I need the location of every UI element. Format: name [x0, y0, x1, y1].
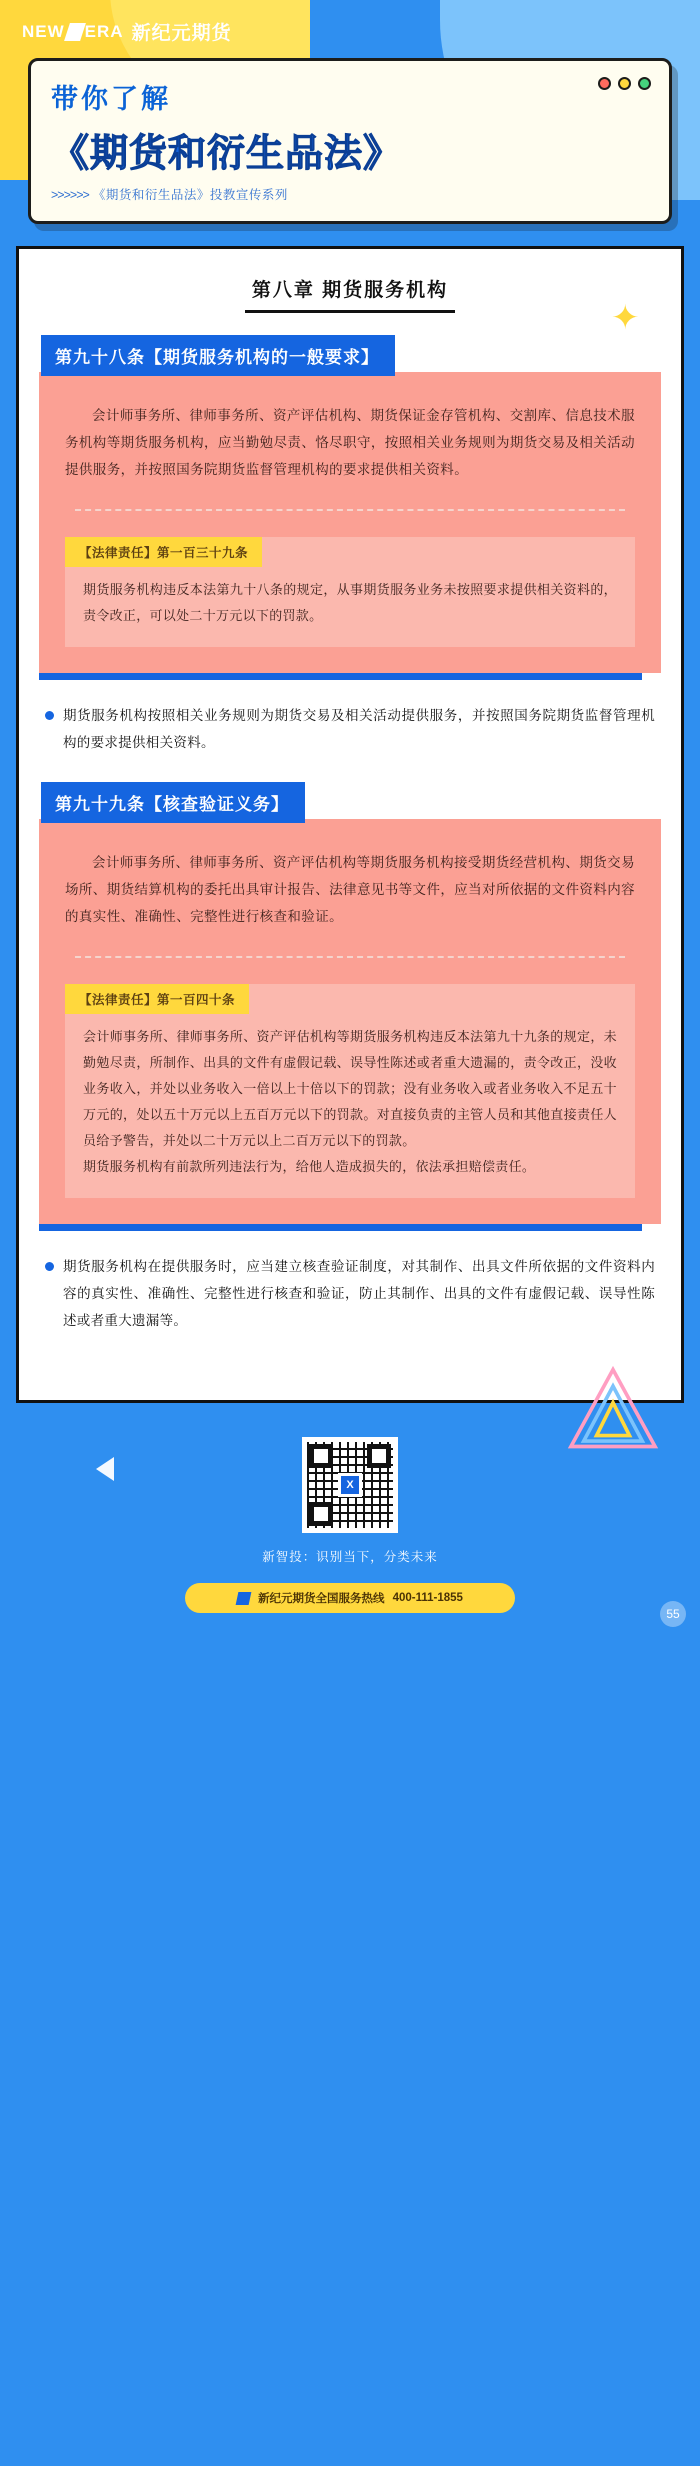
window-dots — [598, 77, 651, 90]
liability-body — [65, 1024, 635, 1180]
article-bottom-bar — [39, 1224, 642, 1231]
article-text: 会计师事务所、律师事务所、资产评估机构等期货服务机构接受期货经营机构、期货交易场所、期货结算机构的委托出具审计报告、法律意见书等文件，应当对所依据的文件资料内容的真实性、准确性、完整性进行核查和验证。 — [65, 855, 635, 924]
article-bottom-bar — [39, 673, 642, 680]
hotline-number: 400-111-1855 — [392, 1592, 463, 1604]
liability-text: 期货服务机构违反本法第九十八条的规定，从事期货服务业务未按照要求提供相关资料的，责令改正，可以处二十万元以下的罚款。 — [83, 582, 617, 623]
chevron-right-icon: >>>>>> — [51, 188, 89, 202]
chapter-title: 第八章 期货服务机构 — [251, 280, 449, 301]
play-triangle-icon — [96, 1457, 114, 1481]
liability-text: 会计师事务所、律师事务所、资产评估机构等期货服务机构违反本法第九十九条的规定，未勤勉尽责，所制作、出具的文件有虚假记载、误导性陈述或者重大遗漏的，责令改正，没收业务收入，并处以业务收入一倍以上十倍以下的罚款；没有业务收入或者业务收入不足五十万元的，处以五十万元以上五百万元以下的罚款。对直接负责的主管人员和其他直接责任人员给予警告，并处以二十万元以上二百万元以下的罚款。 — [83, 1029, 617, 1148]
dot-yellow-icon — [618, 77, 631, 90]
bullet-icon — [45, 1262, 54, 1271]
title-line-1: 带你了解 — [51, 84, 171, 114]
divider — [75, 956, 625, 958]
liability-label: 【法律责任】第一百四十条 — [65, 984, 249, 1014]
title-card — [28, 58, 672, 224]
qr-eye-top-right — [367, 1444, 391, 1468]
dot-red-icon — [598, 77, 611, 90]
qr-center-logo — [338, 1473, 362, 1497]
footer — [0, 1403, 700, 1639]
page-number: 55 — [660, 1601, 686, 1627]
liability-text-2: 期货服务机构有前款所列违法行为，给他人造成损失的，依法承担赔偿责任。 — [83, 1159, 536, 1174]
sparkle-icon: ✦ — [611, 299, 640, 337]
divider — [75, 509, 625, 511]
title-line-2: 《期货和衍生品法》 — [51, 133, 403, 175]
logo-text-right: ERA — [84, 21, 124, 41]
liability-body — [65, 577, 635, 629]
logo-chinese-name: 新纪元期货 — [131, 23, 232, 44]
liability-box — [65, 984, 635, 1198]
article-body — [39, 819, 661, 1224]
logo-mark — [22, 22, 124, 42]
article-body — [39, 372, 661, 673]
note-text: 期货服务机构在提供服务时，应当建立核查验证制度，对其制作、出具文件所依据的文件资料内容的真实性、准确性、完整性进行核查和验证，防止其制作、出具的文件有虚假记载、误导性陈述或者重大遗漏等。 — [63, 1259, 655, 1328]
bullet-icon — [45, 711, 54, 720]
liability-label: 【法律责任】第一百三十九条 — [65, 537, 262, 567]
qr-eye-top-left — [309, 1444, 333, 1468]
note-98 — [45, 702, 655, 756]
hotline-label: 新纪元期货全国服务热线 — [258, 1593, 385, 1605]
title-subtitle-text: 《期货和衍生品法》投教宣传系列 — [92, 188, 288, 202]
article-heading: 第九十八条【期货服务机构的一般要求】 — [41, 335, 395, 376]
article-block-98 — [39, 335, 661, 680]
title-subtitle — [51, 185, 649, 203]
hotline-bar[interactable] — [185, 1583, 515, 1613]
note-text: 期货服务机构按照相关业务规则为期货交易及相关活动提供服务，并按照国务院期货监督管理机构的要求提供相关资料。 — [63, 708, 655, 750]
hotline-icon — [236, 1592, 252, 1605]
article-heading: 第九十九条【核查验证义务】 — [41, 782, 305, 823]
dot-green-icon — [638, 77, 651, 90]
footer-slogan: 新智投：识别当下，分类未来 — [262, 1550, 438, 1564]
note-99 — [45, 1253, 655, 1334]
logo-text-left: NEW — [22, 21, 65, 41]
content-body — [16, 246, 684, 1403]
article-block-99 — [39, 782, 661, 1231]
brand-logo — [22, 18, 232, 45]
qr-pattern — [307, 1442, 393, 1528]
liability-box — [65, 537, 635, 647]
qr-code[interactable] — [302, 1437, 398, 1533]
article-text: 会计师事务所、律师事务所、资产评估机构、期货保证金存管机构、交割库、信息技术服务机构等期货服务机构，应当勤勉尽责、恪尽职守，按照相关业务规则为期货交易及相关活动提供服务，并按照国务院期货监督管理机构的要求提供相关资料。 — [65, 408, 635, 477]
chapter-underline — [245, 310, 455, 313]
logo-slash-icon — [64, 23, 86, 41]
qr-eye-bottom-left — [309, 1502, 333, 1526]
qr-center-char: X — [341, 1476, 359, 1494]
